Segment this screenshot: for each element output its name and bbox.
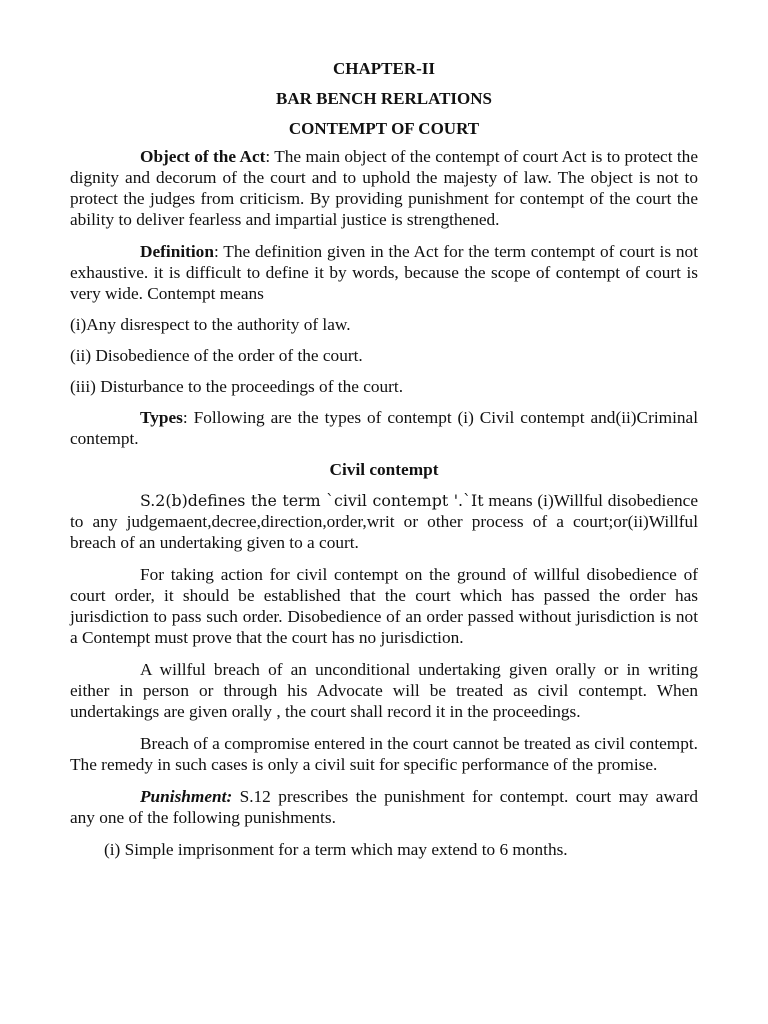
punishment-item-1: (i) Simple imprisonment for a term which may extend to 6 months.: [104, 840, 568, 859]
civil-contempt-breach-paragraph: A willful breach of an unconditional undertaking given orally or in writing either in person or through his Advocate will be treated as civil contempt. When undertakings are given orally , the court shall record it in the proceedings.: [70, 660, 698, 721]
definition-label: Definition: [140, 242, 214, 261]
chapter-subtitle: BAR BENCH RERLATIONS: [275, 89, 492, 108]
civil-contempt-heading: Civil contempt: [329, 460, 439, 479]
s2-lead-text: S.2(b)defines the term `civil contempt '.`It: [140, 491, 484, 510]
definition-paragraph: [70, 241, 698, 304]
object-of-act-text: : The main object of the contempt of court Act is to protect the dignity and decorum of the court and to uphold the majesty of law. The object is not to protect the judges from criticism. By providing punishment for contempt of the court the ability to deliver fearless and impartial justice is strengthened.: [70, 147, 698, 229]
punishment-paragraph: [70, 786, 698, 828]
civil-contempt-compromise-paragraph: Breach of a compromise entered in the court cannot be treated as civil contempt. The remedy in such cases is only a civil suit for specific performance of the promise.: [70, 734, 698, 774]
types-label: Types: [140, 408, 183, 427]
definition-item-3: (iii) Disturbance to the proceedings of the court.: [70, 377, 404, 396]
chapter-title: CONTEMPT OF COURT: [288, 119, 480, 138]
definition-item-2: (ii) Disobedience of the order of the court.: [70, 346, 363, 365]
punishment-label: Punishment:: [140, 787, 233, 806]
s2-text: means (i)Willful disobedience to any judgemaent,decree,direction,order,writ or other process of a court;or(ii)Willful breach of an undertaking given to a court.: [70, 491, 698, 552]
object-of-act-label: Object of the Act: [140, 147, 266, 166]
types-paragraph: [70, 407, 698, 449]
types-text: : Following are the types of contempt (i) Civil contempt and(ii)Criminal contempt.: [70, 408, 698, 448]
chapter-heading: CHAPTER-II: [332, 59, 435, 78]
definition-text: : The definition given in the Act for the term contempt of court is not exhaustive. it is difficult to define it by words, because the scope of contempt of court is very wide. Contempt means: [70, 242, 698, 303]
definition-item-1: (i)Any disrespect to the authority of law.: [70, 315, 351, 334]
punishment-text: S.12 prescribes the punishment for contempt. court may award any one of the following punishments.: [70, 787, 698, 827]
object-of-act-paragraph: [70, 146, 698, 230]
civil-contempt-definition-paragraph: [70, 490, 698, 553]
document-page: [70, 58, 698, 860]
civil-contempt-action-paragraph: For taking action for civil contempt on the ground of willful disobedience of court order, it should be established that the court which has passed the order has jurisdiction to pass such order. Disobedience of an order passed without jurisdiction is not a Contempt must prove that the court has no jurisdiction.: [70, 565, 698, 647]
